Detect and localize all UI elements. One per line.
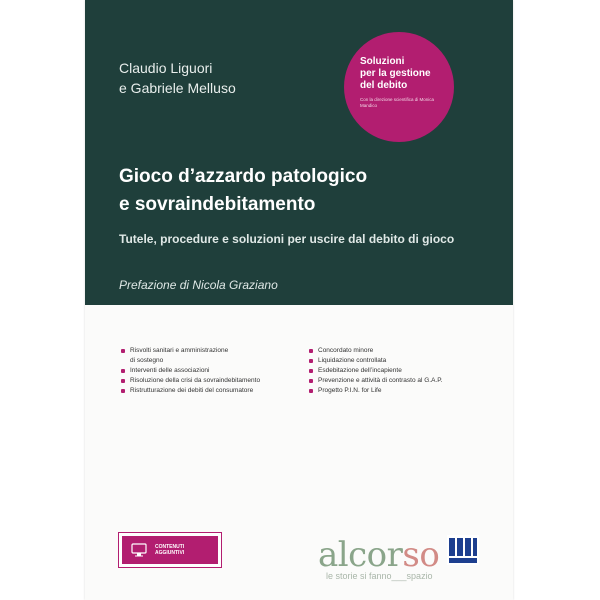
topics-column-left [121, 346, 305, 396]
cover-header-panel [85, 0, 513, 305]
list-item-text: Interventi delle associazioni [130, 367, 210, 374]
list-item-text: Esdebitazione dell’incapiente [318, 367, 402, 374]
list-item [309, 366, 509, 376]
watermark-brand-part: alcor [318, 535, 403, 575]
list-item [309, 386, 509, 396]
bullet-icon [309, 389, 313, 393]
list-item [121, 346, 305, 356]
author-line-2: e Gabriele Melluso [119, 80, 236, 96]
bullet-icon [121, 389, 125, 393]
bullet-icon [309, 369, 313, 373]
series-badge-note: Con la direzione scientifica di Monica Mandico [360, 97, 435, 108]
series-badge-title-line: del debito [360, 80, 408, 91]
preface-credit: Prefazione di Nicola Graziano [119, 278, 278, 292]
list-item-text: Liquidazione controllata [318, 357, 387, 364]
additional-content-label-line: AGGIUNTIVI [155, 550, 185, 556]
author-line-1: Claudio Liguori [119, 60, 213, 76]
book-subtitle: Tutele, procedure e soluzioni per uscire dal debito di gioco [119, 232, 455, 246]
list-item [121, 356, 305, 366]
additional-content-fill [122, 536, 218, 564]
authors [119, 58, 236, 98]
watermark-tagline: le storie si fanno___spazio [326, 571, 433, 581]
bullet-icon [309, 349, 313, 353]
series-badge-title-line: per la gestione [360, 68, 431, 79]
book-title-line-2: e sovraindebitamento [119, 194, 316, 215]
series-badge-title [360, 56, 446, 92]
topics-column-right [309, 346, 509, 396]
additional-content-label [155, 544, 205, 556]
monitor-icon [131, 542, 147, 558]
watermark [318, 537, 518, 581]
list-item-text: Prevenzione e attività di contrasto al G.A.P. [318, 377, 443, 384]
bullet-icon [309, 379, 313, 383]
book-title [119, 163, 499, 219]
additional-content-label-line: CONTENUTI [155, 544, 185, 550]
list-item [309, 356, 509, 366]
list-item-text: Progetto P.I.N. for Life [318, 387, 382, 394]
bullet-icon [309, 359, 313, 363]
bullet-icon [121, 349, 125, 353]
list-item-text: Concordato minore [318, 347, 374, 354]
list-item-text: Ristrutturazione dei debiti del consumatore [130, 387, 254, 394]
list-item-text: Risvolti sanitari e amministrazione [130, 347, 229, 354]
book-cover [85, 0, 513, 600]
topics-list [121, 346, 511, 396]
list-item [309, 346, 509, 356]
series-badge-title-line: Soluzioni [360, 56, 405, 67]
watermark-brand-part: so [402, 535, 440, 575]
list-item [121, 386, 305, 396]
watermark-brand [318, 537, 518, 573]
bullet-icon [121, 369, 125, 373]
additional-content-badge [118, 532, 222, 568]
bullet-icon [121, 379, 125, 383]
list-item [121, 366, 305, 376]
list-item [121, 376, 305, 386]
series-badge [344, 32, 454, 142]
book-title-line-1: Gioco d’azzardo patologico [119, 166, 368, 187]
list-item [309, 376, 509, 386]
list-item-text: di sostegno [130, 357, 164, 364]
list-item-text: Risoluzione della crisi da sovraindebitamento [130, 377, 261, 384]
